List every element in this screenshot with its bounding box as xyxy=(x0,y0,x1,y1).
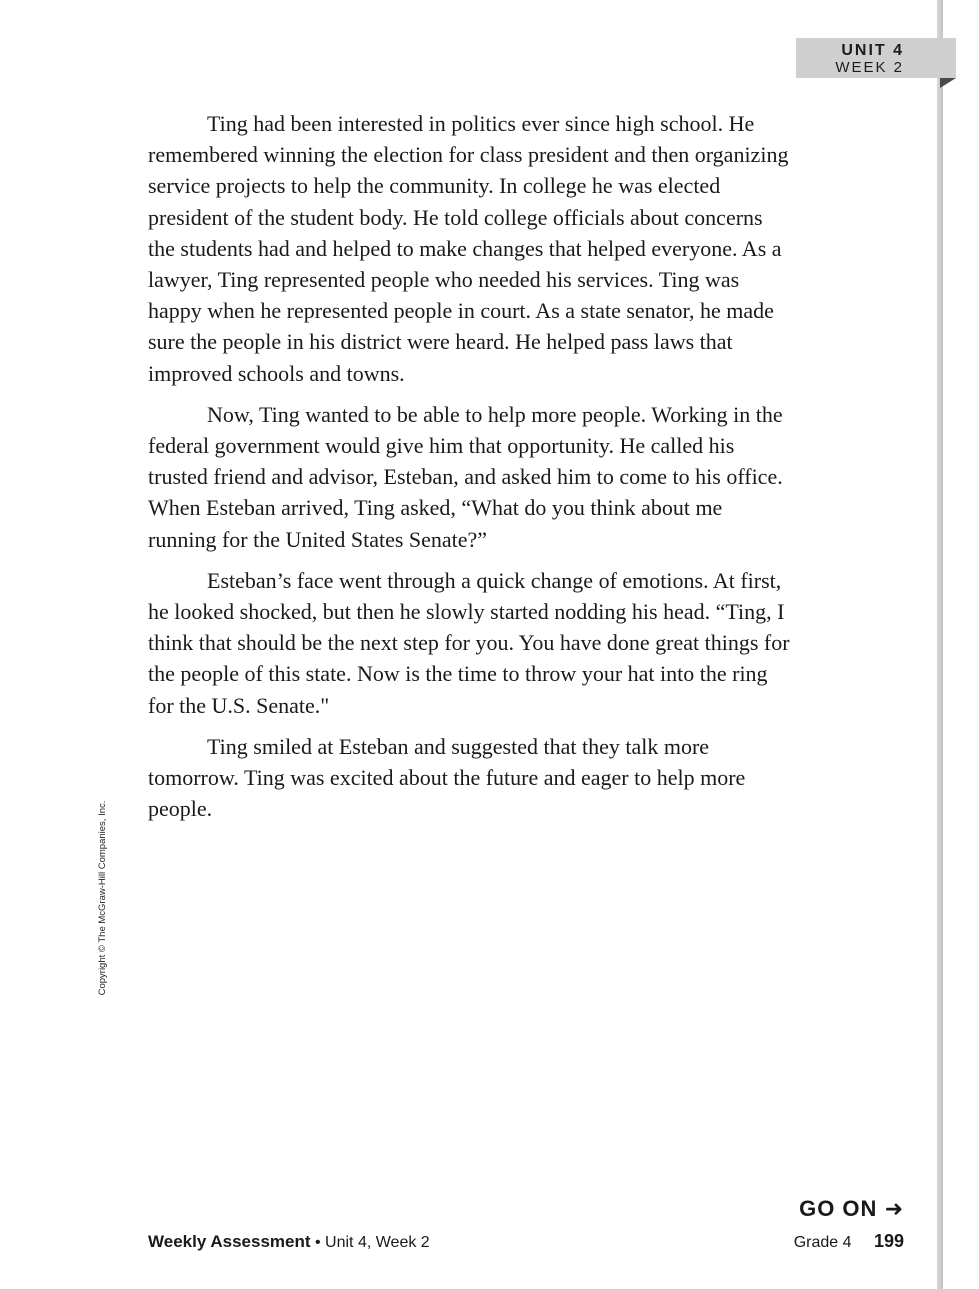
page-edge-shadow xyxy=(937,0,943,1289)
footer-page-info xyxy=(794,1231,904,1252)
story-paragraph-2: Now, Ting wanted to be able to help more people. Working in the federal government would give him that opportunity. He called his trusted friend and advisor, Esteban, and asked him to come to his office. When Esteban arrived, Ting asked, “What do you think about me running for the United States Senate?” xyxy=(148,401,783,552)
footer-assessment-info xyxy=(148,1232,430,1252)
story-text xyxy=(148,108,793,834)
unit-label: UNIT 4 xyxy=(841,42,904,59)
footer-separator: • xyxy=(310,1234,326,1251)
story-paragraph-4: Ting smiled at Esteban and suggested that they talk more tomorrow. Ting was excited about the future and eager to help more people. xyxy=(148,733,746,822)
story-paragraph-3: Esteban’s face went through a quick change of emotions. At first, he looked shocked, but then he slowly started nodding his head. “Ting, I think that should be the next step for you. You have done great things for the people of this state. Now is the time to throw your hat into the ring for the U.S. Senate." xyxy=(148,567,790,718)
story-paragraph-1: Ting had been interested in politics ever since high school. He remembered winning the election for class president and then organizing service projects to help the community. In college he was elected president of the student body. He told college officials about concerns the students had and helped to make changes that helped everyone. As a lawyer, Ting represented people who needed his services. Ting was happy when he represented people in court. As a state senator, he made sure the people in his district were heard. He helped pass laws that improved schools and towns. xyxy=(148,111,789,386)
footer-title: Weekly Assessment xyxy=(148,1232,311,1251)
footer-grade: Grade 4 xyxy=(793,1234,852,1251)
week-label: WEEK 2 xyxy=(835,59,904,76)
tab-corner-arrow xyxy=(940,78,956,88)
page-number: 199 xyxy=(873,1231,904,1251)
footer-subtitle: Unit 4, Week 2 xyxy=(325,1234,430,1251)
go-on-prompt xyxy=(799,1196,904,1222)
go-on-label: GO ON xyxy=(799,1196,878,1221)
unit-week-tab xyxy=(796,38,956,78)
arrow-right-icon: ➜ xyxy=(884,1196,904,1221)
copyright-notice: Copyright © The McGraw-Hill Companies, Inc. xyxy=(97,800,108,996)
